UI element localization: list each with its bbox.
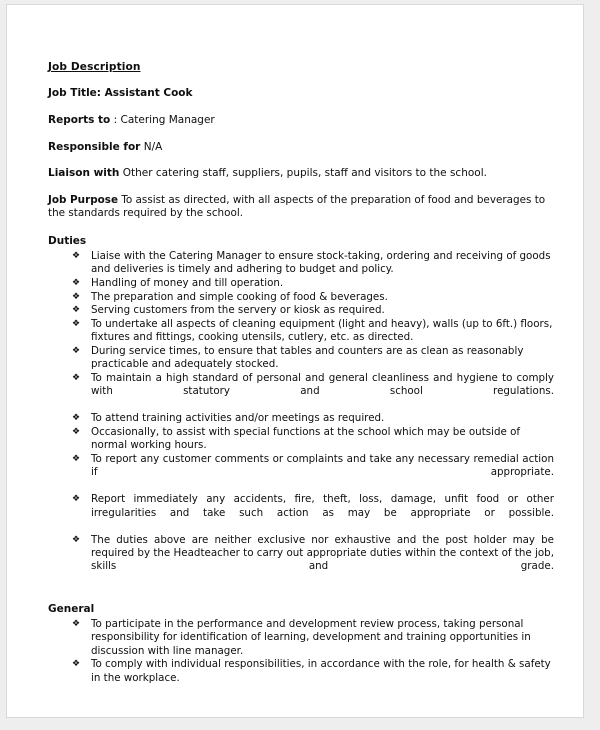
job-purpose-label: Job Purpose [48,194,119,207]
job-purpose-paragraph [48,194,554,221]
field-value: N/A [140,140,163,153]
section-general [48,603,554,685]
section-duties [48,235,554,587]
list-item [72,372,554,412]
diamond-bullet-icon: ❖ [72,427,81,438]
diamond-bullet-icon: ❖ [72,373,81,384]
diamond-bullet-icon: ❖ [72,534,81,545]
general-list [48,618,554,685]
field-label: Liaison with [48,167,120,180]
field-reports-to [48,114,554,127]
diamond-bullet-icon: ❖ [72,494,81,505]
list-item [72,658,554,685]
page-title: Job Description [48,61,141,73]
list-item [72,345,554,372]
diamond-bullet-icon: ❖ [72,346,81,357]
list-item [72,304,554,317]
list-item-text: Liaise with the Catering Manager to ensure stock-taking, ordering and receiving of goods and deliveries is timely and adhering to budget and policy. [91,250,551,276]
list-item-text: The preparation and simple cooking of food & beverages. [91,290,388,303]
diamond-bullet-icon: ❖ [72,305,81,316]
diamond-bullet-icon: ❖ [72,659,81,670]
field-value: : Catering Manager [110,113,215,126]
field-liaison-with [48,167,554,180]
list-item [72,493,554,533]
list-item-text: To participate in the performance and development review process, taking personal responsibility for identification of learning, development and training opportunities in discussion with line manager. [91,617,531,657]
list-item [72,412,554,425]
list-item [72,291,554,304]
diamond-bullet-icon: ❖ [72,618,81,629]
list-item-text: Report immediately any accidents, fire, theft, loss, damage, unfit food or other irregularities and take such action as may be appropriate or possible. [91,493,554,519]
document-body [48,61,554,685]
duties-list [48,250,554,587]
list-item-text: Occasionally, to assist with special functions at the school which may be outside of normal working hours. [91,426,521,452]
list-item-text: Handling of money and till operation. [91,277,284,290]
diamond-bullet-icon: ❖ [72,413,81,424]
section-heading-general: General [48,602,95,615]
list-item-text: The duties above are neither exclusive nor exhaustive and the post holder may be required by the Headteacher to carry out appropriate duties within the context of the job, skills and grade. [91,533,554,573]
section-heading-duties: Duties [48,234,87,247]
field-responsible-for [48,141,554,154]
list-item [72,426,554,453]
list-item-text: To comply with individual responsibilities, in accordance with the role, for health & safety in the workplace. [91,658,551,684]
list-item-text: During service times, to ensure that tables and counters are as clean as reasonably practicable and adequately stocked. [91,345,524,371]
list-item-text: Serving customers from the servery or kiosk as required. [91,304,385,317]
diamond-bullet-icon: ❖ [72,319,81,330]
field-label: Responsible for [48,140,141,153]
field-label: Reports to [48,113,111,126]
list-item [72,534,554,587]
document-page [6,4,584,718]
field-label: Job Title: [48,87,101,100]
diamond-bullet-icon: ❖ [72,278,81,289]
list-item-text: To attend training activities and/or meetings as required. [91,412,385,425]
diamond-bullet-icon: ❖ [72,251,81,262]
list-item [72,277,554,290]
list-item [72,318,554,345]
field-job-title [48,87,554,100]
list-item [72,453,554,493]
diamond-bullet-icon: ❖ [72,454,81,464]
diamond-bullet-icon: ❖ [72,291,81,302]
list-item-text: To report any customer comments or complaints and take any necessary remedial action if appropriate. [91,453,554,479]
field-value: Assistant Cook [101,87,193,100]
job-purpose-text: To assist as directed, with all aspects of the preparation of food and beverages to the standards required by the school. [48,194,546,220]
list-item-text: To maintain a high standard of personal and general cleanliness and hygiene to comply with statutory and school regulations. [91,372,554,398]
list-item [72,250,554,277]
field-value: Other catering staff, suppliers, pupils, staff and visitors to the school. [119,167,487,180]
list-item-text: To undertake all aspects of cleaning equipment (light and heavy), walls (up to 6ft.) floors, fixtures and fittings, cooking utensils, cutlery, etc. as directed. [91,318,553,344]
list-item [72,618,554,658]
